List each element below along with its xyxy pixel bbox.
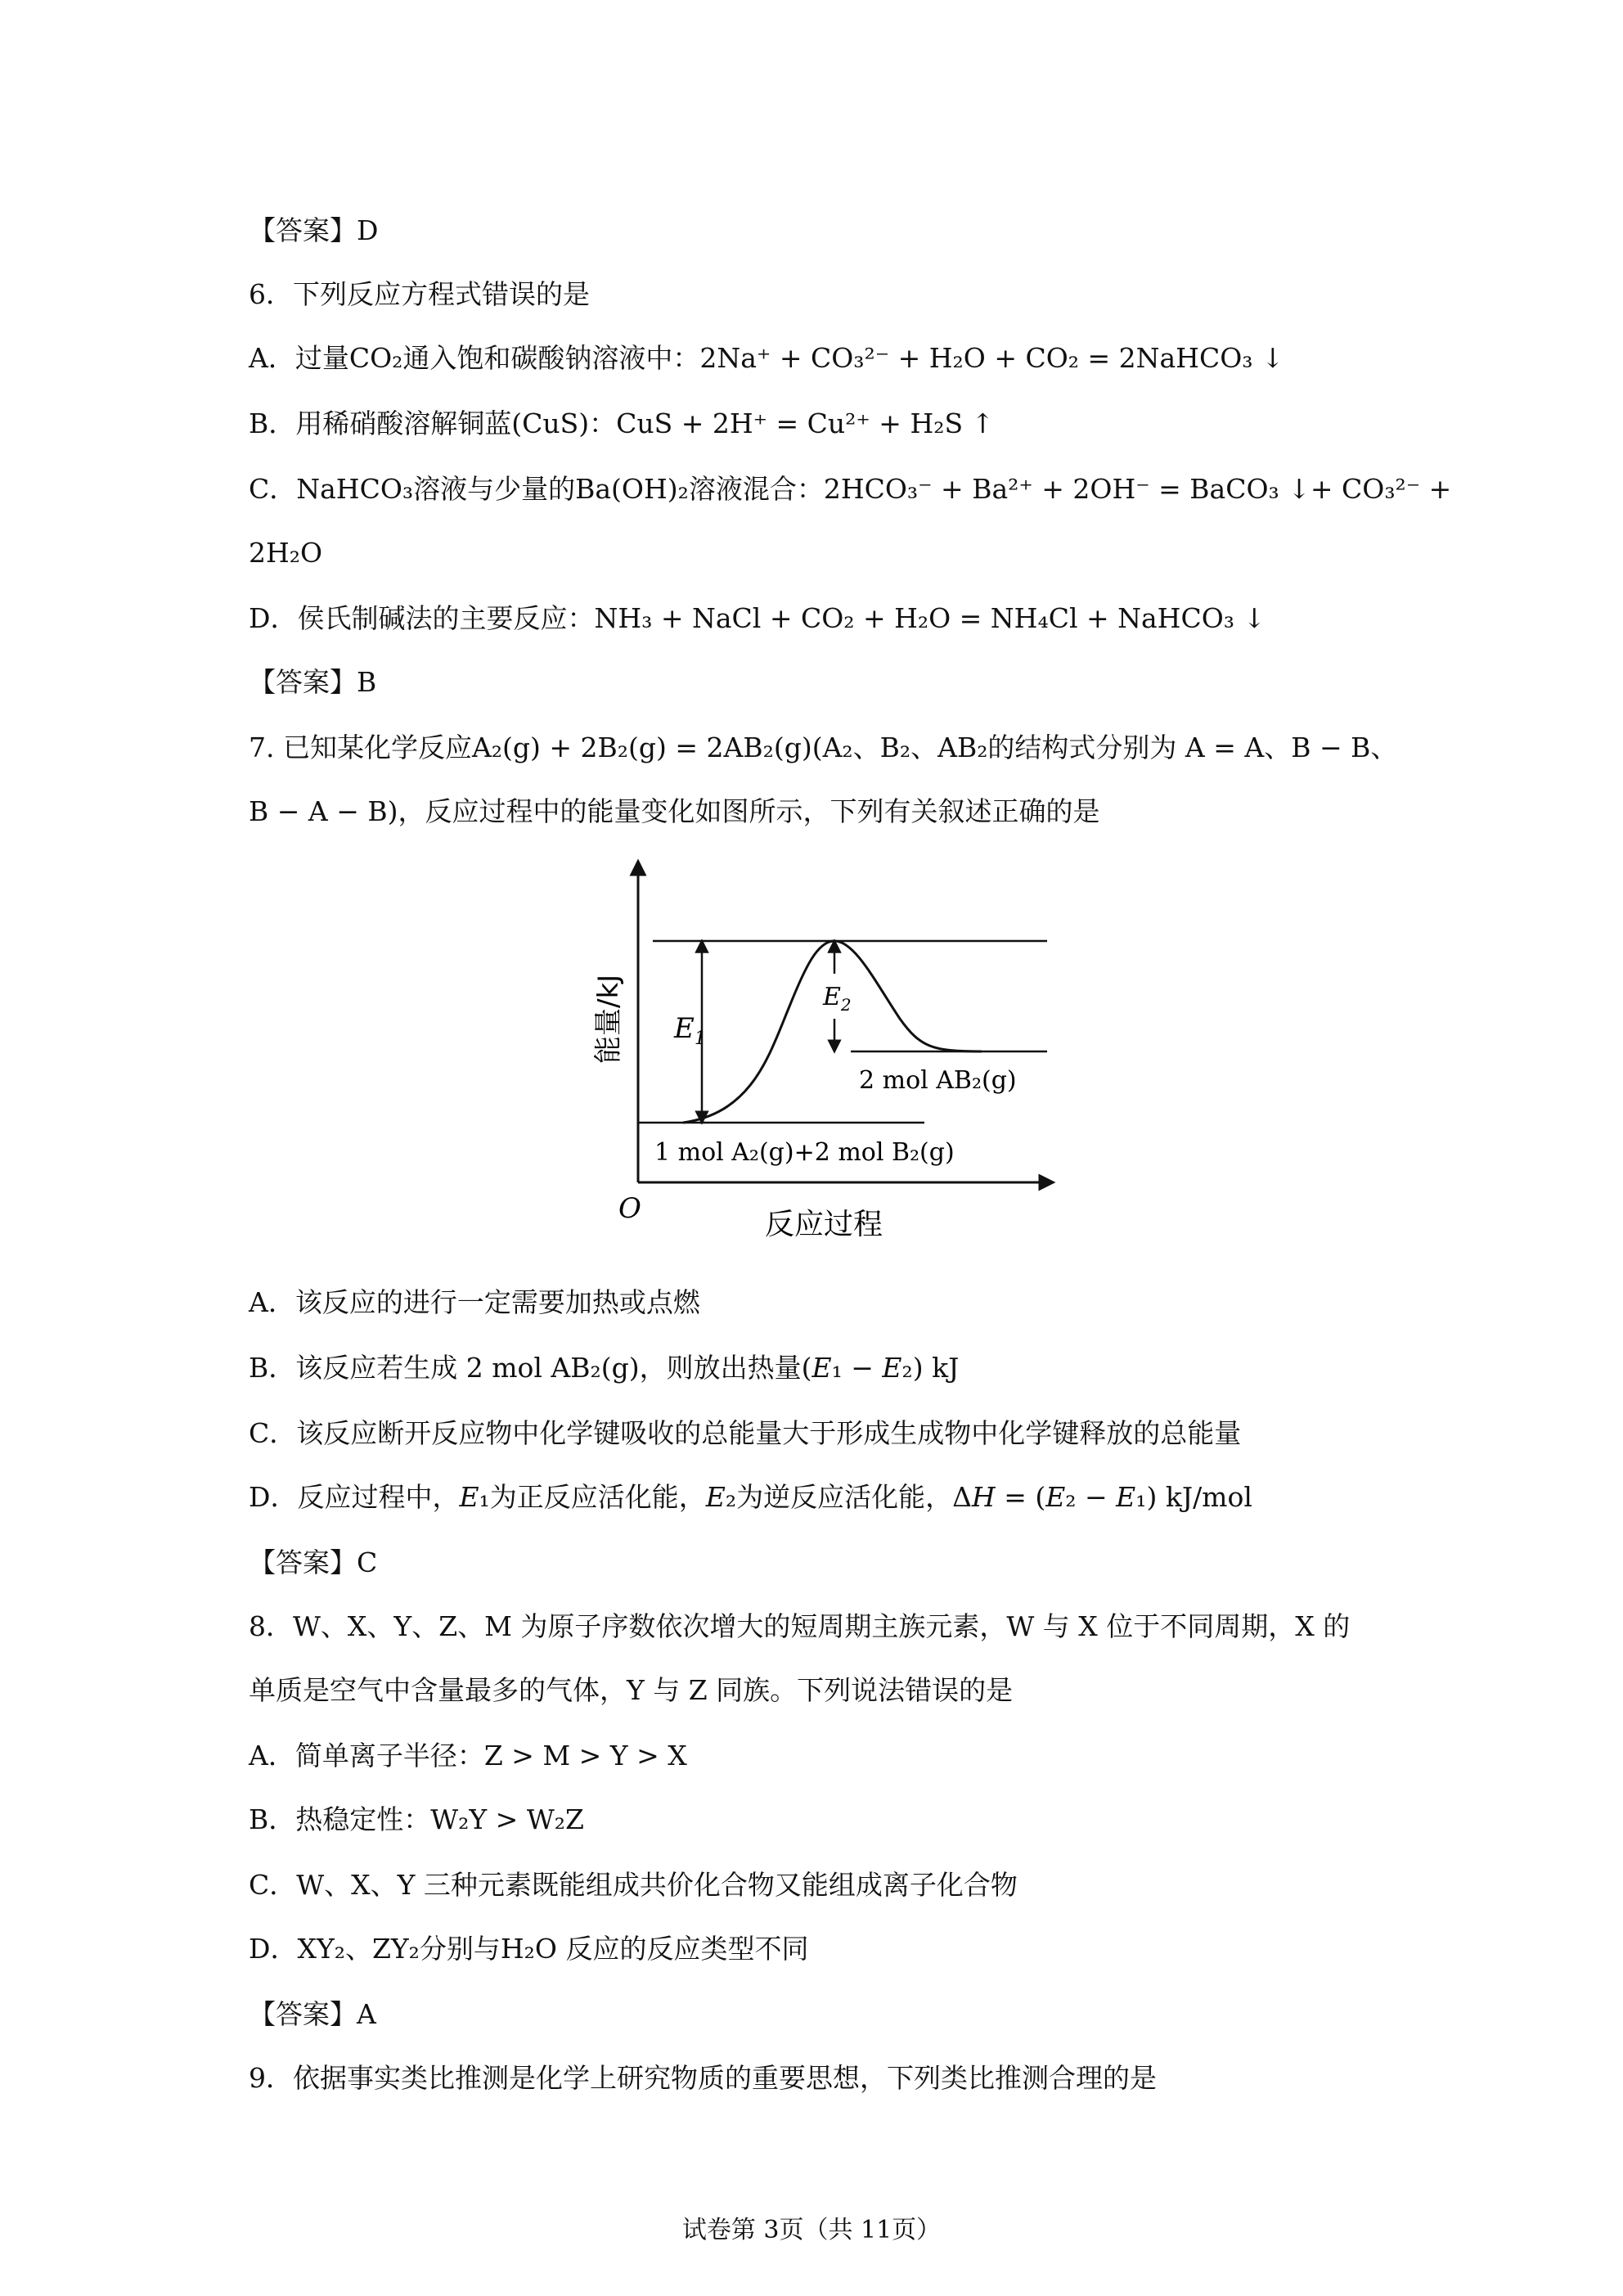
q8-answer: 【答案】A [249,1998,376,2030]
q6-option-d: D．侯氏制碱法的主要反应：NH₃ + NaCl + CO₂ + H₂O = NH₄Cl + NaHCO₃ ↓ [249,602,1266,634]
e2-label: $E_2$ [823,983,852,1015]
q7-option-b: B．该反应若生成 2 mol AB₂(g)，则放出热量(𝐸₁ − 𝐸₂) kJ [249,1352,960,1384]
q8-option-b: B．热稳定性：W₂Y > W₂Z [249,1803,584,1835]
q8-stem-line1: 8．W、X、Y、Z、M 为原子序数依次增大的短周期主族元素，W 与 X 位于不同周期，X 的 [249,1610,1351,1642]
q8-option-c: C．W、X、Y 三种元素既能组成共价化合物又能组成离子化合物 [249,1869,1018,1901]
q7-option-c: C．该反应断开反应物中化学键吸收的总能量大于形成生成物中化学键释放的总能量 [249,1417,1242,1449]
x-axis-label: 反应过程 [765,1208,883,1241]
q7-option-d: D．反应过程中，𝐸₁为正反应活化能，𝐸₂为逆反应活化能，Δ𝐻 = (𝐸₂ − 𝐸₁) kJ/mol [249,1481,1252,1513]
q8-option-d: D．XY₂、ZY₂分别与H₂O 反应的反应类型不同 [249,1933,809,1965]
q6-option-b: B．用稀硝酸溶解铜蓝(CuS)：CuS + 2H⁺ = Cu²⁺ + H₂S ↑ [249,407,995,439]
q6-answer: 【答案】B [249,666,377,698]
q8-stem-line2: 单质是空气中含量最多的气体，Y 与 Z 同族。下列说法错误的是 [249,1674,1014,1706]
page-footer: 试卷第 3页（共 11页） [681,2216,942,2244]
q7-stem-line1: 7. 已知某化学反应A₂(g) + 2B₂(g) = 2AB₂(g)(A₂、B₂、AB₂的结构式分别为 A = A、B − B、 [249,732,1398,763]
energy-diagram [573,851,1096,1260]
q7-stem-line2: B − A − B)，反应过程中的能量变化如图所示，下列有关叙述正确的是 [249,795,1100,827]
reaction-curve [683,941,982,1123]
e1-label: $E_1$ [674,1012,706,1049]
q6-option-a: A．过量CO₂通入饱和碳酸钠溶液中：2Na⁺ + CO₃²⁻ + H₂O + CO₂ = 2NaHCO₃ ↓ [249,342,1284,374]
q7-option-a: A．该反应的进行一定需要加热或点燃 [249,1286,700,1318]
q9-stem: 9．依据事实类比推测是化学上研究物质的重要思想，下列类比推测合理的是 [249,2062,1157,2094]
q6-stem: 6．下列反应方程式错误的是 [249,278,590,310]
origin-label: O [618,1192,641,1225]
q7-answer: 【答案】C [249,1546,378,1578]
product-label: 2 mol AB₂(g) [859,1066,1017,1095]
y-axis-label: 能量/kJ [592,974,625,1064]
q8-option-a: A．简单离子半径：Z > M > Y > X [249,1740,687,1772]
q6-option-c-line1: C．NaHCO₃溶液与少量的Ba(OH)₂溶液混合：2HCO₃⁻ + Ba²⁺ + 2OH⁻ = BaCO₃ ↓+ CO₃²⁻ + [249,473,1452,505]
q5-answer: 【答案】D [249,214,379,246]
reactant-label: 1 mol A₂(g)+2 mol B₂(g) [654,1138,955,1167]
q6-option-c-line2: 2H₂O [249,537,323,569]
